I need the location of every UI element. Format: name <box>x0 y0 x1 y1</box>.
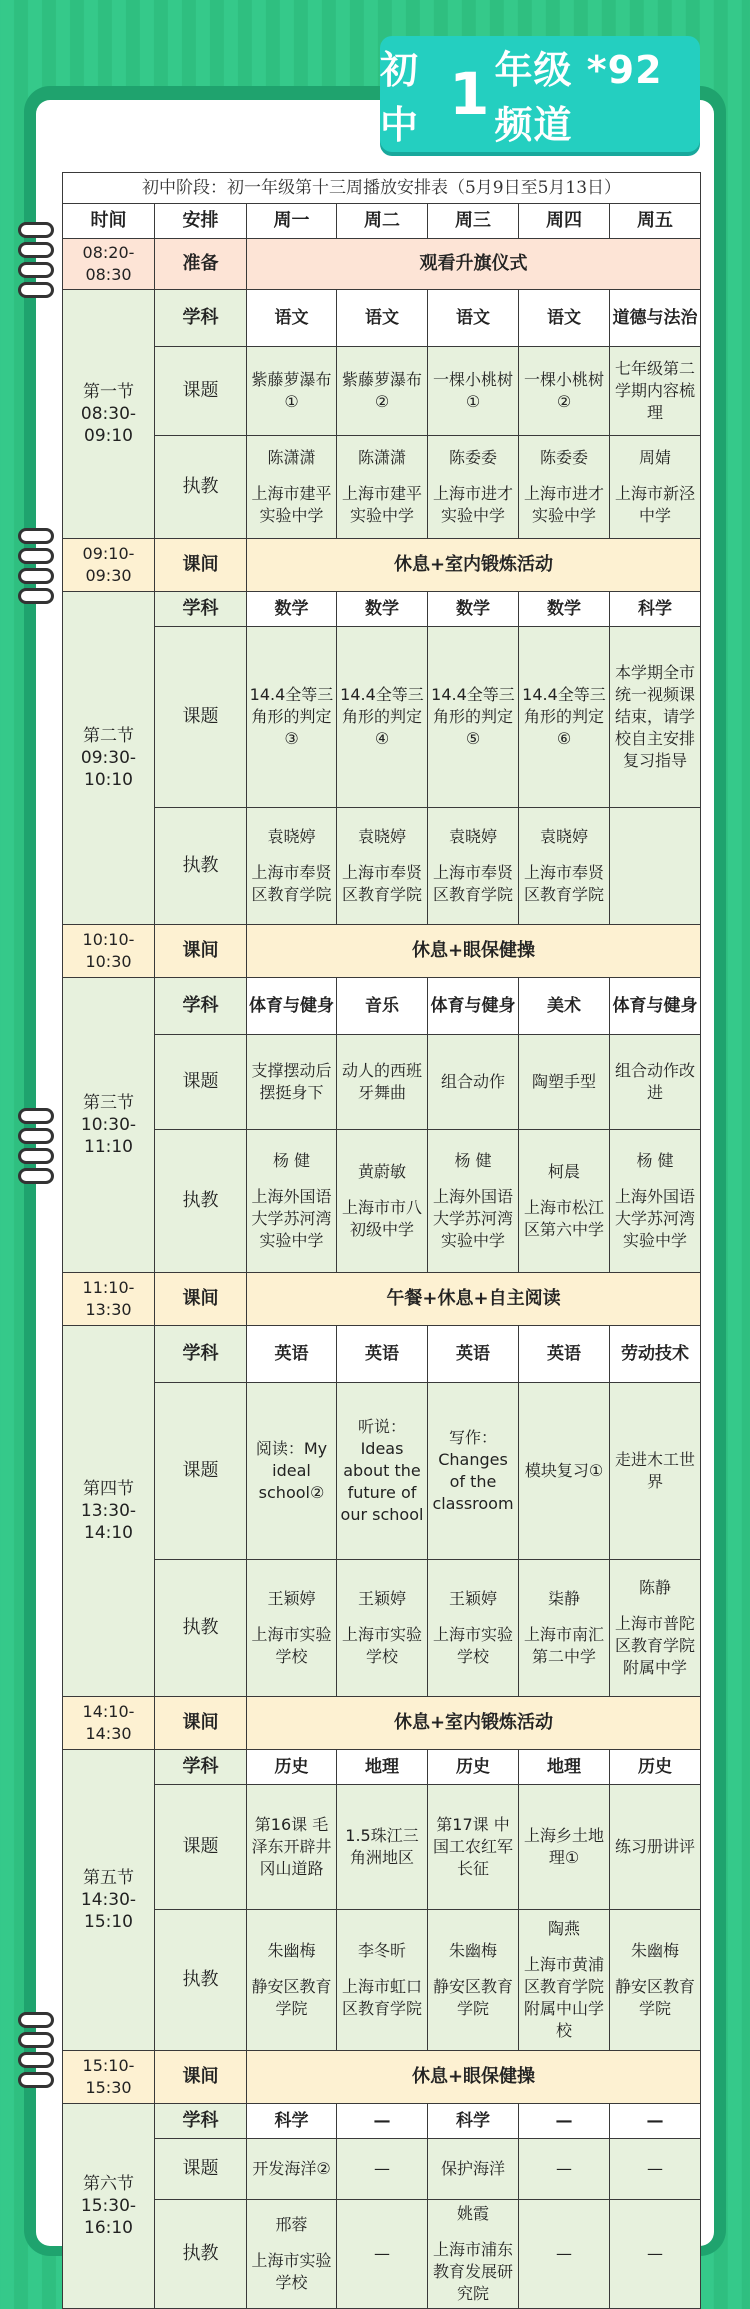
subject-cell: 科学 <box>428 2104 519 2139</box>
teacher-name: 陈潇潇 <box>357 448 406 467</box>
teacher-school: 上海市市八初级中学 <box>341 1198 422 1239</box>
row-label-teacher: 执教 <box>155 2200 247 2309</box>
teacher-cell <box>610 1560 701 1697</box>
teacher-cell <box>428 1910 519 2051</box>
teacher-cell <box>519 808 610 925</box>
topic-cell: 本学期全市统一视频课结束，请学校自主安排复习指导 <box>610 627 701 808</box>
subject-cell: 英语 <box>337 1326 428 1383</box>
teacher-name: 王颖婷 <box>448 1589 497 1608</box>
teacher-cell <box>337 1910 428 2051</box>
break-activity: 休息+眼保健操 <box>247 925 701 978</box>
topic-cell: 阅读：My ideal school② <box>247 1383 337 1560</box>
teacher-cell <box>610 436 701 539</box>
teacher-name: 陈委委 <box>448 448 497 467</box>
teacher-cell <box>247 2200 337 2309</box>
binder-ring-icon <box>18 2012 52 2082</box>
teacher-school: 上海市奉贤区教育学院 <box>251 863 332 904</box>
row-label-subject: 学科 <box>155 978 247 1035</box>
teacher-cell <box>247 1910 337 2051</box>
subject-cell: — <box>519 2104 610 2139</box>
subject-cell: 地理 <box>519 1750 610 1785</box>
subject-cell: — <box>610 2104 701 2139</box>
teacher-cell <box>428 808 519 925</box>
teacher-name: — <box>556 2244 572 2263</box>
period-time: 第二节 09:30- 10:10 <box>63 592 155 925</box>
break-activity: 休息+室内锻炼活动 <box>247 539 701 592</box>
teacher-school: 上海市新泾中学 <box>614 484 695 525</box>
teacher-school: 上海市奉贤区教育学院 <box>523 863 604 904</box>
column-header: 安排 <box>155 204 247 239</box>
teacher-school: 上海市奉贤区教育学院 <box>432 863 513 904</box>
teacher-school: 上海市普陀区教育学院附属中学 <box>614 1614 695 1677</box>
topic-cell: — <box>610 2139 701 2200</box>
subject-cell: 英语 <box>428 1326 519 1383</box>
break-time: 09:10- 09:30 <box>63 539 155 592</box>
break-label: 课间 <box>155 539 247 592</box>
teacher-name: — <box>374 2244 390 2263</box>
row-label-topic: 课题 <box>155 1785 247 1910</box>
column-header: 周四 <box>519 204 610 239</box>
topic-cell: 保护海洋 <box>428 2139 519 2200</box>
row-label-topic: 课题 <box>155 627 247 808</box>
teacher-school: 上海市建平实验中学 <box>341 484 422 525</box>
teacher-school: 上海市实验学校 <box>341 1625 422 1666</box>
teacher-cell <box>610 808 701 925</box>
subject-cell: 道德与法治 <box>610 290 701 347</box>
topic-cell: 模块复习① <box>519 1383 610 1560</box>
topic-cell: 组合动作 <box>428 1035 519 1130</box>
teacher-name: 陈潇潇 <box>267 448 316 467</box>
break-time: 11:10- 13:30 <box>63 1273 155 1326</box>
teacher-name: 杨 健 <box>454 1151 492 1170</box>
teacher-name: 袁晓婷 <box>448 827 497 846</box>
time-slot: 08:20- 08:30 <box>63 239 155 290</box>
teacher-school: 上海市浦东教育发展研究院 <box>432 2240 513 2303</box>
teacher-cell <box>337 808 428 925</box>
row-label-topic: 课题 <box>155 347 247 436</box>
period-time: 第五节 14:30- 15:10 <box>63 1750 155 2051</box>
subject-cell: 体育与健身 <box>247 978 337 1035</box>
teacher-school: 上海市奉贤区教育学院 <box>341 863 422 904</box>
row-label-topic: 课题 <box>155 2139 247 2200</box>
topic-cell: 听说：Ideas about the future of our school <box>337 1383 428 1560</box>
tag-grade: 1 <box>449 60 491 128</box>
break-time: 14:10- 14:30 <box>63 1697 155 1750</box>
subject-cell: 地理 <box>337 1750 428 1785</box>
teacher-name: 黄蔚敏 <box>357 1162 406 1181</box>
period-time: 第四节 13:30- 14:10 <box>63 1326 155 1697</box>
topic-cell: 一棵小桃树① <box>428 347 519 436</box>
teacher-school: 上海市实验学校 <box>432 1625 513 1666</box>
subject-cell: 体育与健身 <box>610 978 701 1035</box>
teacher-cell <box>337 2200 428 2309</box>
teacher-name: 邢蓉 <box>275 2215 308 2234</box>
teacher-name: 李冬昕 <box>357 1941 406 1960</box>
topic-cell: 一棵小桃树② <box>519 347 610 436</box>
topic-cell: 陶塑手型 <box>519 1035 610 1130</box>
teacher-cell <box>337 1560 428 1697</box>
break-label: 课间 <box>155 2051 247 2104</box>
topic-cell: — <box>519 2139 610 2200</box>
teacher-name: 袁晓婷 <box>267 827 316 846</box>
teacher-school: 上海外国语大学苏河湾实验中学 <box>432 1187 513 1250</box>
teacher-cell <box>337 436 428 539</box>
teacher-name: 王颖婷 <box>357 1589 406 1608</box>
teacher-name: 朱幽梅 <box>630 1941 679 1960</box>
topic-cell: 14.4全等三角形的判定⑥ <box>519 627 610 808</box>
topic-cell: 走进木工世界 <box>610 1383 701 1560</box>
row-label-teacher: 执教 <box>155 436 247 539</box>
teacher-school: 静安区教育学院 <box>432 1977 513 2018</box>
topic-cell: 开发海洋② <box>247 2139 337 2200</box>
column-header: 周一 <box>247 204 337 239</box>
subject-cell: 数学 <box>247 592 337 627</box>
period-time: 第六节 15:30- 16:10 <box>63 2104 155 2309</box>
column-header: 时间 <box>63 204 155 239</box>
teacher-cell <box>610 1130 701 1273</box>
teacher-name: 周婧 <box>638 448 671 467</box>
subject-cell: 数学 <box>428 592 519 627</box>
subject-cell: 英语 <box>519 1326 610 1383</box>
topic-cell: 练习册讲评 <box>610 1785 701 1910</box>
subject-cell: 英语 <box>247 1326 337 1383</box>
topic-cell: 14.4全等三角形的判定③ <box>247 627 337 808</box>
schedule-table <box>62 172 701 2309</box>
subject-cell: 劳动技术 <box>610 1326 701 1383</box>
teacher-cell <box>519 1560 610 1697</box>
teacher-school: 上海市实验学校 <box>251 1625 332 1666</box>
teacher-cell <box>428 436 519 539</box>
binder-ring-icon <box>18 1108 52 1178</box>
teacher-cell <box>428 1130 519 1273</box>
subject-cell: 数学 <box>337 592 428 627</box>
row-label-topic: 课题 <box>155 1035 247 1130</box>
teacher-school: 上海市南汇第二中学 <box>523 1625 604 1666</box>
teacher-cell <box>247 1560 337 1697</box>
subject-cell: 科学 <box>247 2104 337 2139</box>
binder-ring-icon <box>18 528 52 598</box>
break-activity: 午餐+休息+自主阅读 <box>247 1273 701 1326</box>
period-time: 第一节 08:30- 09:10 <box>63 290 155 539</box>
subject-cell: 体育与健身 <box>428 978 519 1035</box>
row-label-subject: 学科 <box>155 592 247 627</box>
row-label-topic: 课题 <box>155 1383 247 1560</box>
topic-cell: 动人的西班牙舞曲 <box>337 1035 428 1130</box>
row-label-teacher: 执教 <box>155 1910 247 2051</box>
topic-cell: 14.4全等三角形的判定④ <box>337 627 428 808</box>
teacher-name: 柯晨 <box>547 1162 580 1181</box>
topic-cell: 紫藤萝瀑布① <box>247 347 337 436</box>
teacher-school: 上海市实验学校 <box>251 2251 332 2292</box>
teacher-cell <box>610 2200 701 2309</box>
subject-cell: 历史 <box>610 1750 701 1785</box>
teacher-cell <box>337 1130 428 1273</box>
teacher-school: 上海外国语大学苏河湾实验中学 <box>614 1187 695 1250</box>
topic-cell: 1.5珠江三角洲地区 <box>337 1785 428 1910</box>
subject-cell: 语文 <box>519 290 610 347</box>
topic-cell: 上海乡土地理① <box>519 1785 610 1910</box>
row-label-subject: 学科 <box>155 290 247 347</box>
teacher-cell <box>610 1910 701 2051</box>
topic-cell: — <box>337 2139 428 2200</box>
teacher-cell <box>247 808 337 925</box>
topic-cell: 七年级第二学期内容梳理 <box>610 347 701 436</box>
teacher-school: 上海市建平实验中学 <box>251 484 332 525</box>
break-label: 课间 <box>155 925 247 978</box>
subject-cell: 历史 <box>247 1750 337 1785</box>
subject-cell: 音乐 <box>337 978 428 1035</box>
topic-cell: 支撑摆动后摆挺身下 <box>247 1035 337 1130</box>
teacher-school: 上海市进才实验中学 <box>432 484 513 525</box>
teacher-name: 朱幽梅 <box>267 1941 316 1960</box>
break-label: 课间 <box>155 1697 247 1750</box>
teacher-school: 上海市虹口区教育学院 <box>341 1977 422 2018</box>
teacher-cell <box>519 2200 610 2309</box>
row-label-teacher: 执教 <box>155 1130 247 1273</box>
topic-cell: 第16课 毛泽东开辟井冈山道路 <box>247 1785 337 1910</box>
teacher-name: 陈静 <box>638 1578 671 1597</box>
column-header: 周三 <box>428 204 519 239</box>
teacher-school: 上海市进才实验中学 <box>523 484 604 525</box>
tag-prefix: 初中 <box>380 48 420 147</box>
column-header: 周五 <box>610 204 701 239</box>
break-time: 10:10- 10:30 <box>63 925 155 978</box>
teacher-school: 上海市松江区第六中学 <box>523 1198 604 1239</box>
teacher-school: 静安区教育学院 <box>614 1977 695 2018</box>
subject-cell: 语文 <box>428 290 519 347</box>
teacher-school: 上海外国语大学苏河湾实验中学 <box>251 1187 332 1250</box>
teacher-name: 陶燕 <box>547 1919 580 1938</box>
topic-cell: 14.4全等三角形的判定⑤ <box>428 627 519 808</box>
subject-cell: 语文 <box>337 290 428 347</box>
teacher-name: 朱幽梅 <box>448 1941 497 1960</box>
period-time: 第三节 10:30- 11:10 <box>63 978 155 1273</box>
subject-cell: 美术 <box>519 978 610 1035</box>
teacher-cell <box>519 1910 610 2051</box>
topic-cell: 写作：Changes of the classroom <box>428 1383 519 1560</box>
teacher-name: 袁晓婷 <box>357 827 406 846</box>
teacher-name: 陈委委 <box>539 448 588 467</box>
teacher-name: 杨 健 <box>636 1151 674 1170</box>
teacher-cell <box>519 436 610 539</box>
teacher-name: 杨 健 <box>272 1151 311 1170</box>
activity-text: 观看升旗仪式 <box>247 239 701 290</box>
teacher-cell <box>428 2200 519 2309</box>
break-label: 课间 <box>155 1273 247 1326</box>
subject-cell: 科学 <box>610 592 701 627</box>
schedule-caption: 初中阶段：初一年级第十三周播放安排表（5月9日至5月13日） <box>63 173 701 204</box>
binder-ring-icon <box>18 222 52 292</box>
teacher-cell <box>519 1130 610 1273</box>
teacher-cell <box>428 1560 519 1697</box>
row-label-teacher: 执教 <box>155 1560 247 1697</box>
break-activity: 休息+室内锻炼活动 <box>247 1697 701 1750</box>
teacher-name: — <box>647 2244 663 2263</box>
teacher-name: 姚霞 <box>456 2204 489 2223</box>
row-label-teacher: 执教 <box>155 808 247 925</box>
row-label-subject: 学科 <box>155 1750 247 1785</box>
row-label-subject: 学科 <box>155 1326 247 1383</box>
teacher-cell <box>247 1130 337 1273</box>
teacher-school: 上海市黄浦区教育学院附属中山学校 <box>523 1955 604 2040</box>
topic-cell: 第17课 中国工农红军长征 <box>428 1785 519 1910</box>
break-activity: 休息+眼保健操 <box>247 2051 701 2104</box>
channel-tag <box>380 36 700 152</box>
teacher-name: 王颖婷 <box>267 1589 316 1608</box>
teacher-name: 柒静 <box>547 1589 580 1608</box>
teacher-name: 袁晓婷 <box>539 827 588 846</box>
subject-cell: — <box>337 2104 428 2139</box>
subject-cell: 数学 <box>519 592 610 627</box>
tag-suffix: 年级 *92频道 <box>494 48 663 147</box>
column-header: 周二 <box>337 204 428 239</box>
topic-cell: 紫藤萝瀑布② <box>337 347 428 436</box>
teacher-school: 静安区教育学院 <box>251 1977 332 2018</box>
subject-cell: 语文 <box>247 290 337 347</box>
topic-cell: 组合动作改进 <box>610 1035 701 1130</box>
arrangement-label: 准备 <box>155 239 247 290</box>
subject-cell: 历史 <box>428 1750 519 1785</box>
break-time: 15:10- 15:30 <box>63 2051 155 2104</box>
row-label-subject: 学科 <box>155 2104 247 2139</box>
teacher-cell <box>247 436 337 539</box>
